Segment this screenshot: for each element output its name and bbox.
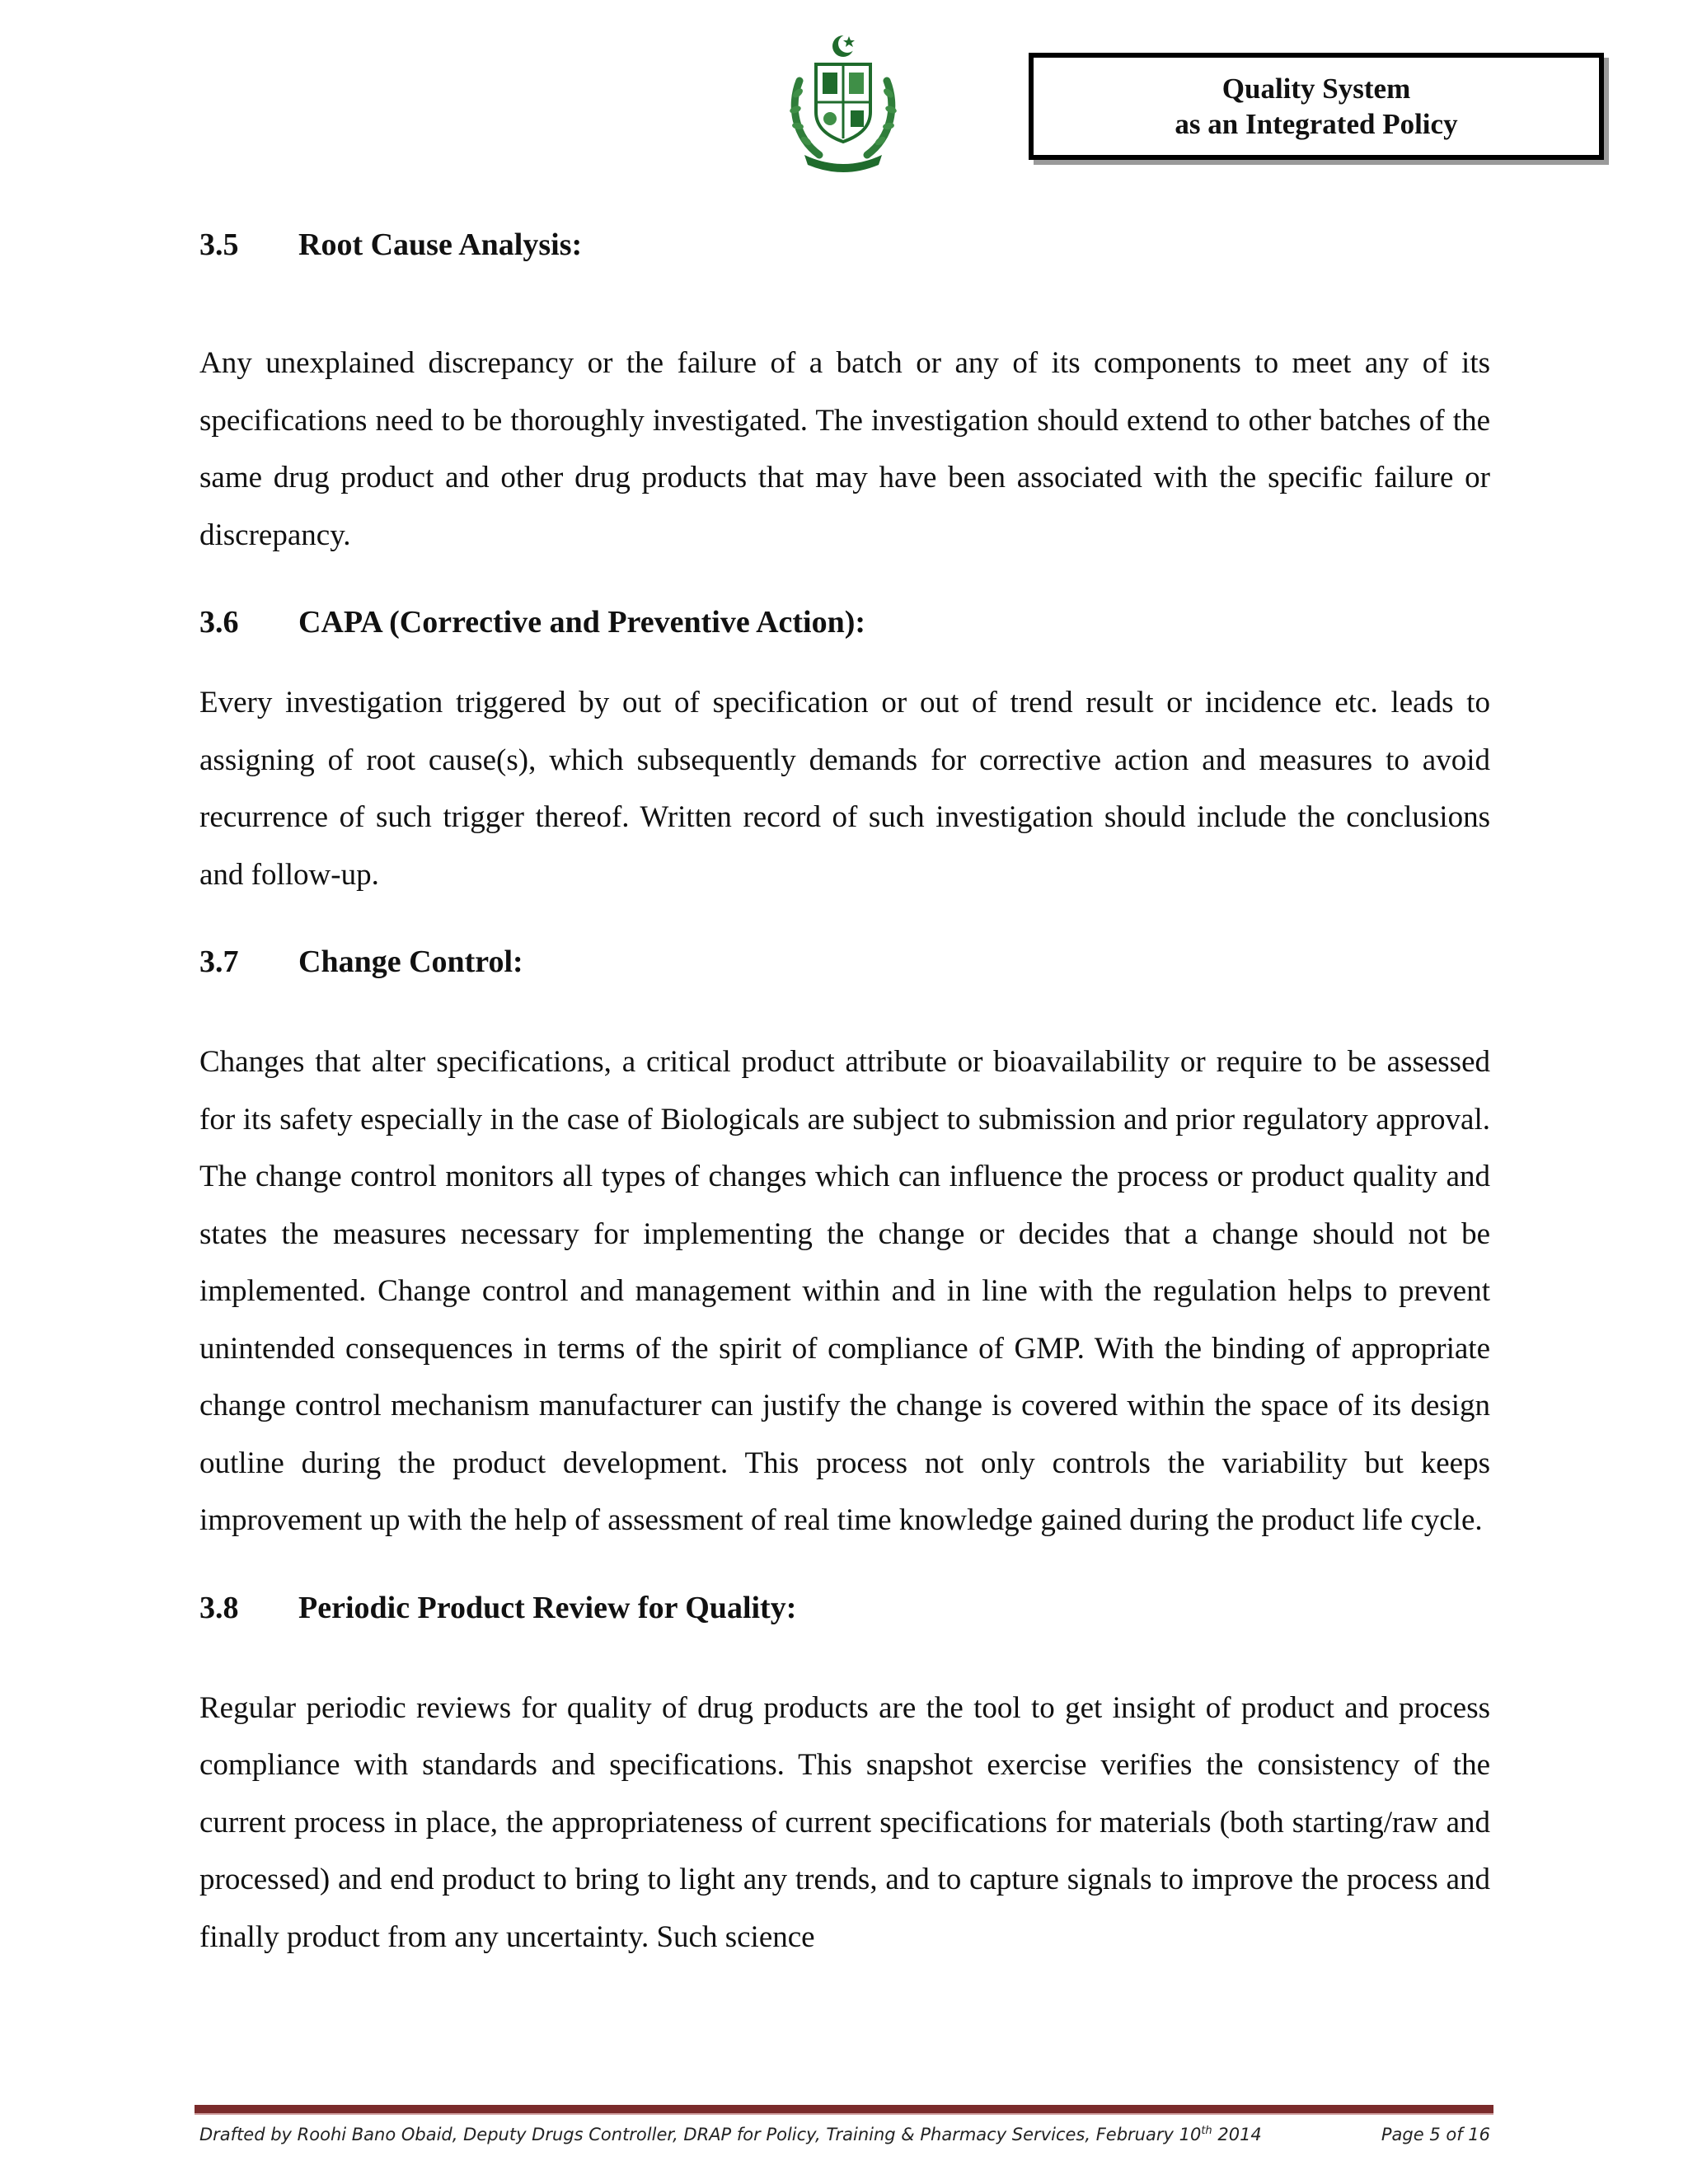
title-line-1: Quality System: [1221, 73, 1411, 105]
section-title: Root Cause Analysis:: [298, 227, 583, 262]
section-body-3-8: Regular periodic reviews for quality of drug products are the tool to get insight of product and process compliance with standards and specifications. This snapshot exercise verifies the consistency of the current process in place, the appropriateness of current specifications for materials (both starting/raw and processed) and end product to bring to light any trends, and to capture signals to improve the process and finally product from any uncertainty. Such science: [199, 1690, 1490, 1954]
footer-divider: [195, 2105, 1493, 2115]
section-heading-3-6: [199, 602, 1490, 643]
section-number: 3.8: [199, 1590, 239, 1625]
section-heading-3-8: [199, 1587, 1490, 1629]
section-body-3-7: Changes that alter specifications, a critical product attribute or bioavailability or require to be assessed for its safety especially in the case of Biologicals are subject to submission and prior regulatory approval. The change control monitors all types of changes which can influence the process or product quality and states the measures necessary for implementing the change or decides that a change should not be implemented. Change control and management within and in line with the regulation helps to prevent unintended consequences in terms of the spirit of compliance of GMP. With the binding of appropriate change control mechanism manufacturer can justify the change is covered within the space of its design outline during the product development. This process not only controls the variability but keeps improvement up with the help of assessment of real time knowledge gained during the product life cycle.: [199, 1045, 1490, 1537]
footer-drafted-text: Drafted by Roohi Bano Obaid, Deputy Drugs Controller, DRAP for Policy, Training & Pharmacy Services, February 10: [199, 2125, 1202, 2144]
state-emblem-icon: [781, 31, 905, 176]
page-footer: [199, 2125, 1490, 2144]
section-number: 3.7: [199, 944, 239, 979]
page-number: Page 5 of 16: [1381, 2125, 1490, 2144]
section-number: 3.5: [199, 227, 239, 262]
footer-date-suffix: th: [1201, 2125, 1212, 2137]
document-body: [199, 216, 1490, 1966]
section-title: Periodic Product Review for Quality:: [298, 1590, 797, 1625]
footer-drafted-by: [199, 2125, 1262, 2144]
section-heading-3-7: [199, 941, 1490, 982]
document-title-box: [1029, 53, 1604, 160]
section-body-3-5: Any unexplained discrepancy or the failure of a batch or any of its components to meet any of its specifications need to be thoroughly investigated. The investigation should extend to other batches of the same drug product and other drug products that may have been associated with the specific failure or discrepancy.: [199, 346, 1490, 552]
section-title: CAPA (Corrective and Preventive Action):: [298, 605, 866, 640]
section-body-3-6: Every investigation triggered by out of specification or out of trend result or incidence etc. leads to assigning of root cause(s), which subsequently demands for corrective action and measures to avoid recurrence of such trigger thereof. Written record of such investigation should include the conclusions and follow-up.: [199, 686, 1490, 892]
footer-year: 2014: [1212, 2125, 1262, 2144]
title-line-2: as an Integrated Policy: [1175, 108, 1458, 140]
section-title: Change Control:: [298, 944, 523, 979]
section-number: 3.6: [199, 605, 239, 640]
section-heading-3-5: [199, 224, 1490, 265]
